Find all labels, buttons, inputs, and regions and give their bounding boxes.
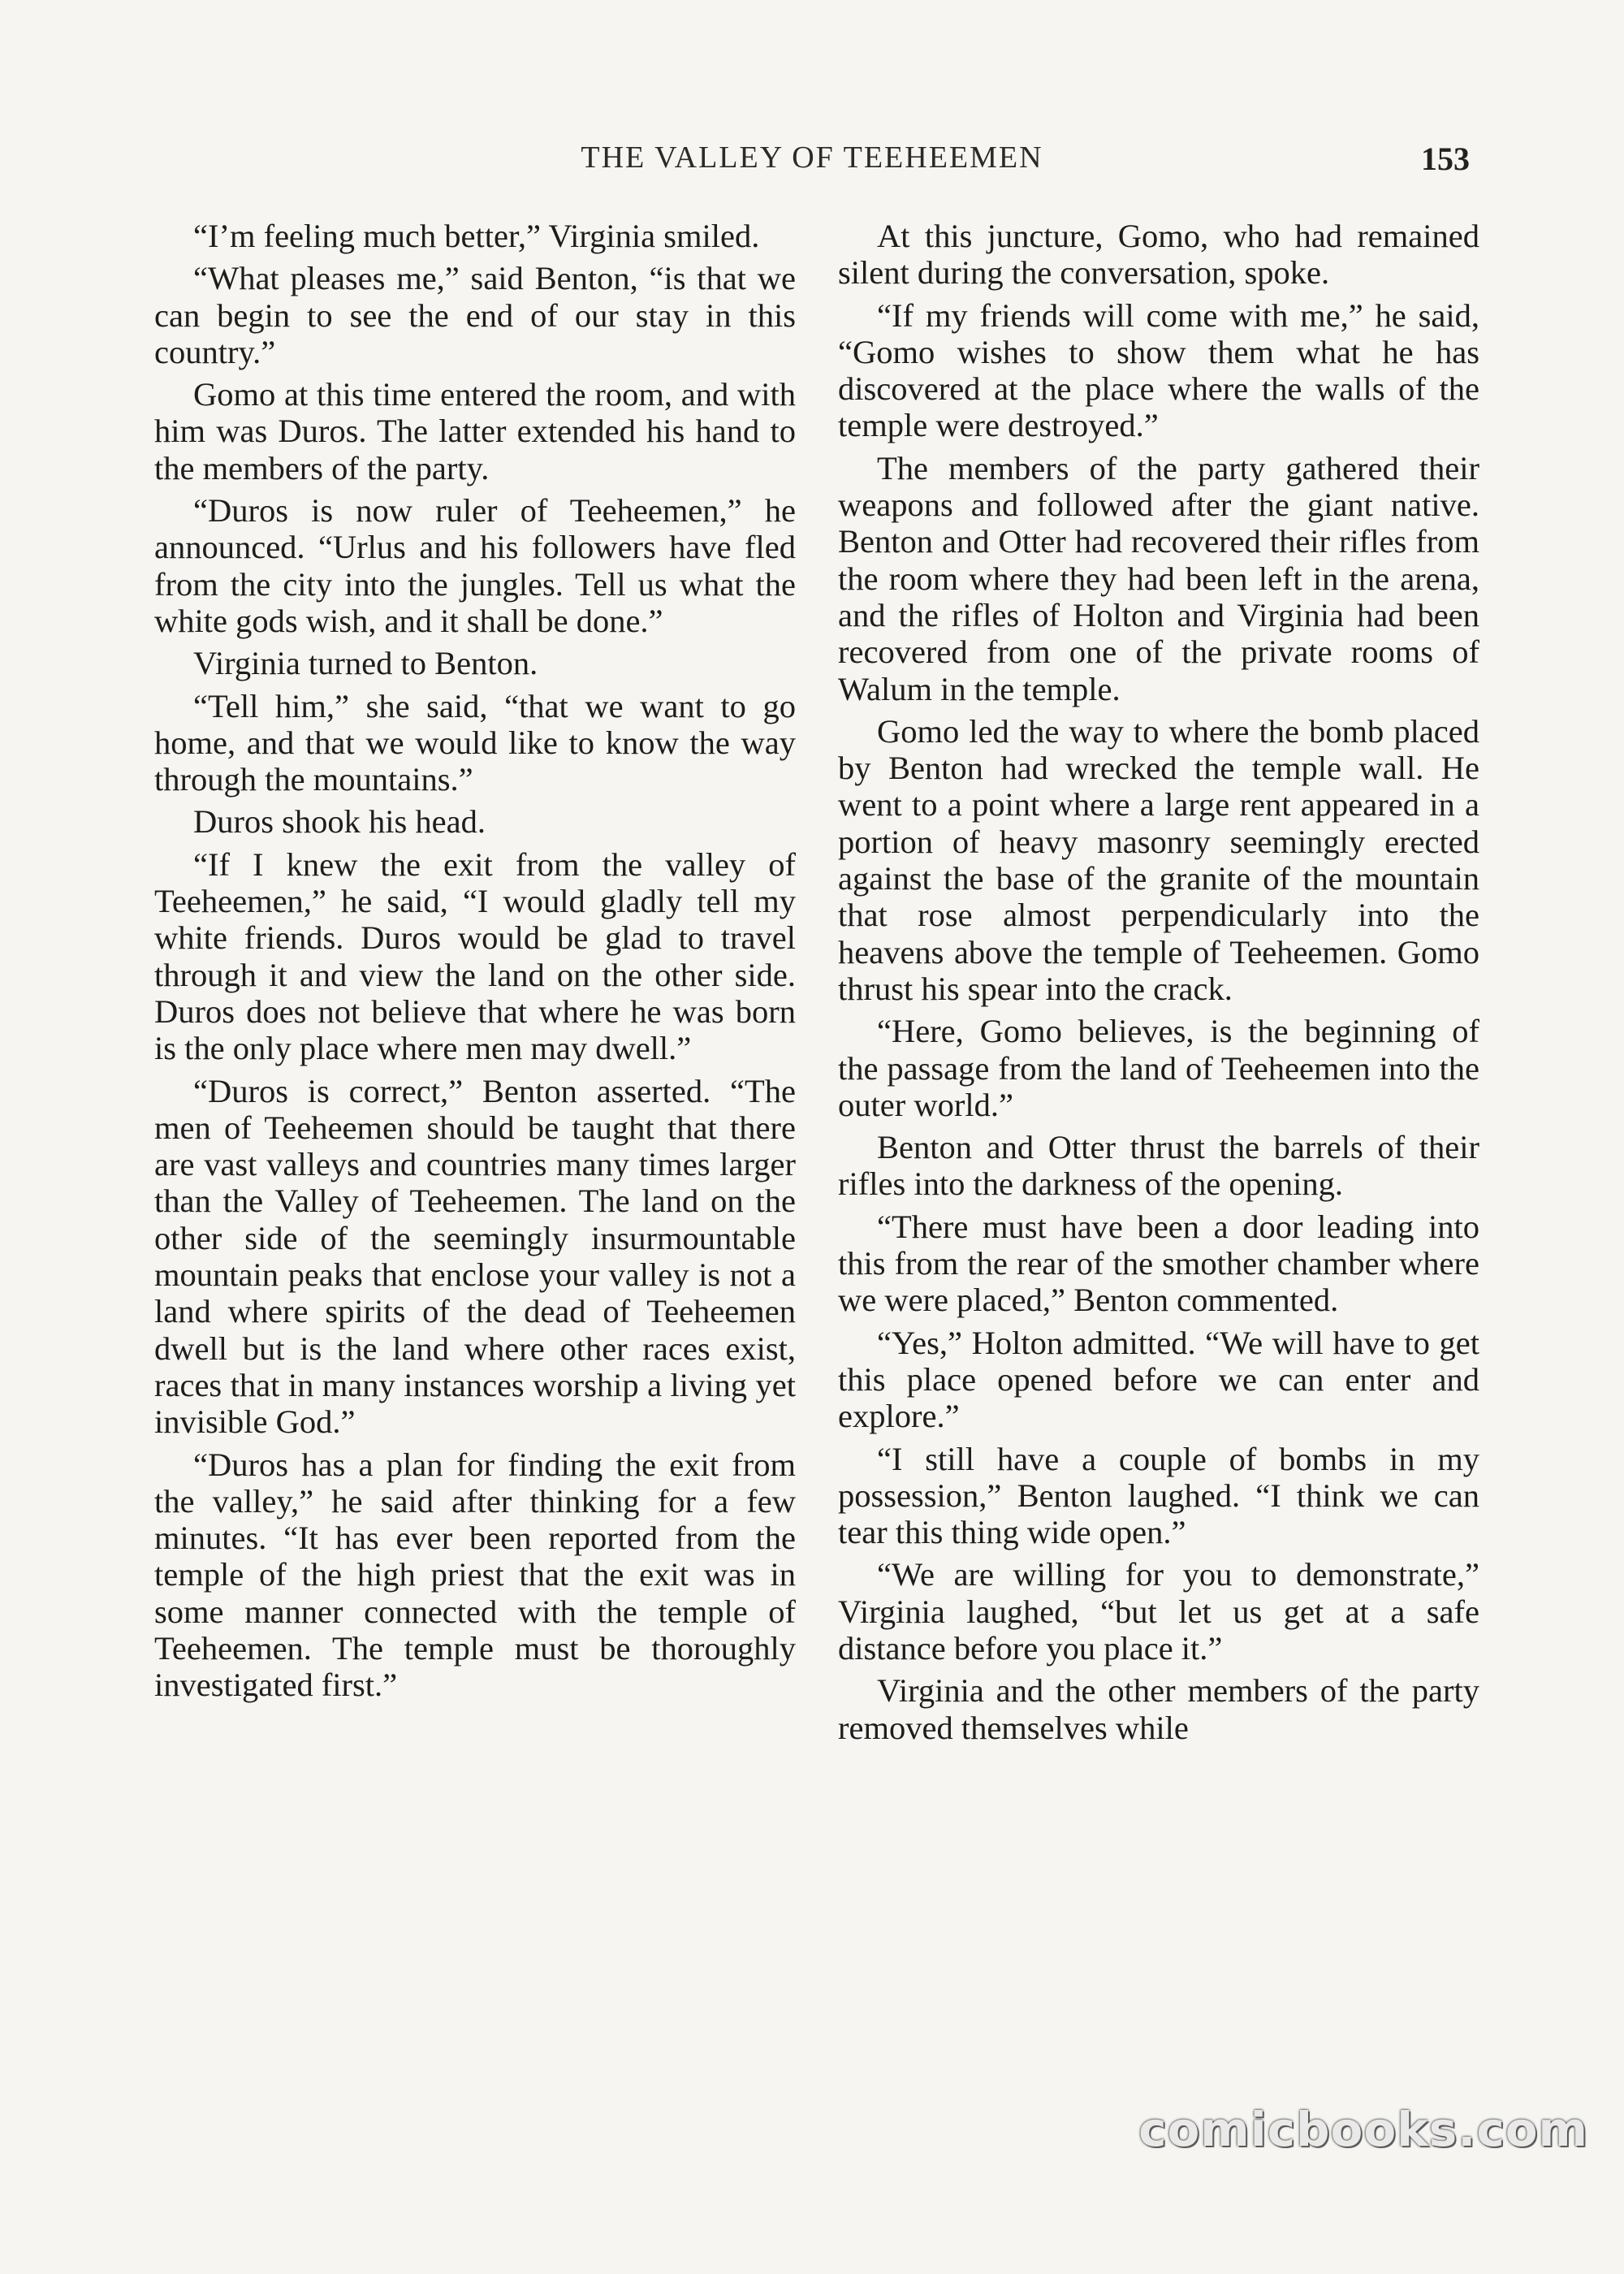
paragraph: “Duros is correct,” Benton asserted. “The men of Teeheemen should be taught that there are vast valleys and countries many times larger than the Valley of Teeheemen. The land on the other side of the seemingly insurmountable mountain peaks that enclose your valley is not a land where spirits of the dead of Teeheemen dwell but is the land where other races exist, races that in many instances worship a living yet invisible God.” xyxy=(154,1072,796,1441)
watermark-logo: comicbooks.com xyxy=(1138,2102,1588,2157)
paragraph: At this juncture, Gomo, who had remained silent during the conversation, spoke. xyxy=(838,218,1479,292)
paragraph: “If I knew the exit from the valley of Teeheemen,” he said, “I would gladly tell my white friends. Duros would be glad to travel through it and view the land on the other side. Duros does not believe that where he was born is the only place where men may dwell.” xyxy=(154,845,796,1067)
paragraph: “If my friends will come with me,” he said, “Gomo wishes to show them what he has discovered at the place where the walls of the temple were destroyed.” xyxy=(838,296,1479,444)
paragraph: “Duros has a plan for finding the exit from the valley,” he said after thinking for a few minutes. “It has ever been reported from the temple of the high priest that the exit was in some manner connected with the temple of Teeheemen. The temple must be thoroughly investigated first.” xyxy=(154,1446,796,1704)
paragraph: Virginia turned to Benton. xyxy=(193,645,538,682)
paragraph: “There must have been a door leading into this from the rear of the smother chamber where we were placed,” Benton commented. xyxy=(838,1208,1479,1319)
page-number: 153 xyxy=(1421,141,1470,177)
right-column xyxy=(838,218,1479,1752)
paragraph: Gomo led the way to where the bomb placed by Benton had wrecked the temple wall. He went to a point where a large rent appeared in a portion of heavy masonry seemingly erected against the base of the granite of the mountain that rose almost perpendicularly into the heavens above the temple of Teeheemen. Gomo thrust his spear into the crack. xyxy=(838,712,1479,1007)
paragraph: “Duros is now ruler of Teeheemen,” he announced. “Urlus and his followers have fled from the city into the jungles. Tell us what the white gods wish, and it shall be done.” xyxy=(154,492,796,639)
paragraph: Duros shook his head. xyxy=(193,803,486,841)
paragraph: Virginia and the other members of the party removed themselves while xyxy=(838,1672,1479,1746)
paragraph: “Tell him,” she said, “that we want to go home, and that we would like to know the way through the mountains.” xyxy=(154,687,796,798)
paragraph: “Here, Gomo believes, is the beginning of the passage from the land of Teeheemen into the outer world.” xyxy=(838,1013,1479,1123)
paragraph: “What pleases me,” said Benton, “is that we can begin to see the end of our stay in this country.” xyxy=(154,260,796,370)
paragraph: “We are willing for you to demonstrate,” Virginia laughed, “but let us get at a safe distance before you place it.” xyxy=(838,1556,1479,1667)
paragraph: The members of the party gathered their weapons and followed after the giant native. Benton and Otter had recovered their rifles from the room where they had been left in the arena, and the rifles of Holton and Virginia had been recovered from one of the private rooms of Walum in the temple. xyxy=(838,449,1479,707)
running-head: THE VALLEY OF TEEHEEMEN xyxy=(581,141,1043,175)
paragraph: “I still have a couple of bombs in my possession,” Benton laughed. “I think we can tear this thing wide open.” xyxy=(838,1440,1479,1551)
paragraph: “Yes,” Holton admitted. “We will have to get this place opened before we can enter and explore.” xyxy=(838,1324,1479,1435)
paragraph: Gomo at this time entered the room, and with him was Duros. The latter extended his hand to the members of the party. xyxy=(154,376,796,486)
page-header xyxy=(154,140,1470,182)
paragraph: Benton and Otter thrust the barrels of their rifles into the darkness of the opening. xyxy=(838,1129,1479,1203)
left-column xyxy=(154,218,796,1710)
paragraph: “I’m feeling much better,” Virginia smiled. xyxy=(193,218,760,254)
